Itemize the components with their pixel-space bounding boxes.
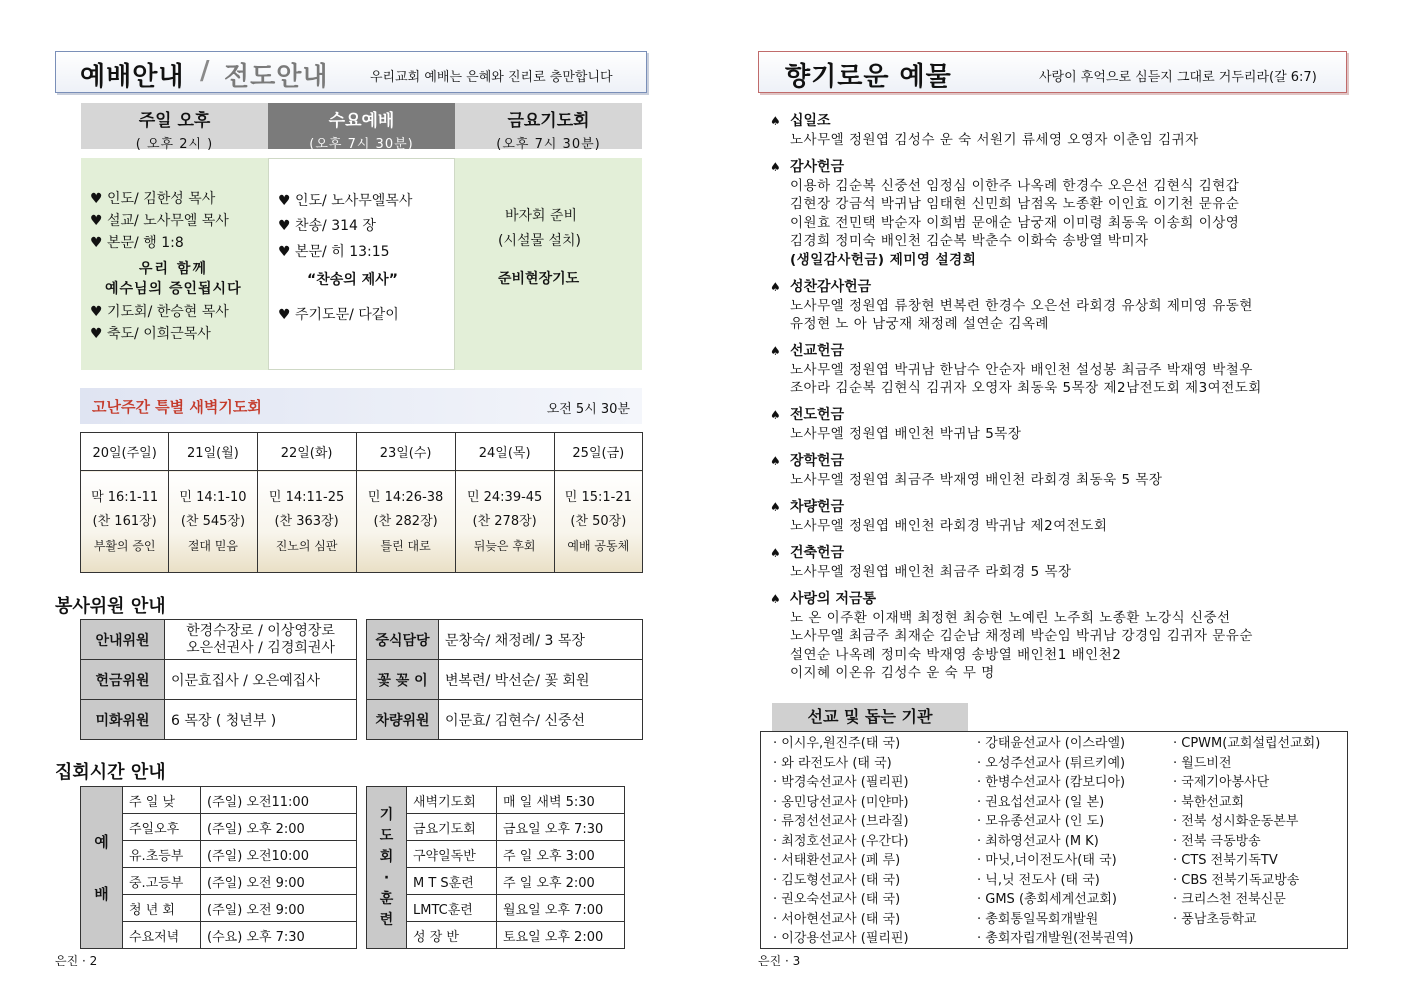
spade-icon: ♠ bbox=[770, 546, 781, 560]
left-header bbox=[55, 51, 647, 93]
org-item: · 국제기아봉사단 bbox=[1173, 775, 1270, 790]
dawn-hymn: (찬 363장) bbox=[274, 513, 339, 529]
offering-title: 십일조 bbox=[790, 113, 831, 129]
meeting-name: LMTC훈련 bbox=[407, 895, 497, 922]
offering-names: 이지혜 이온유 김성수 운 숙 무 명 bbox=[790, 665, 995, 681]
offering-title: 감사헌금 bbox=[790, 159, 845, 175]
prayer-label: 기 도 회 · 훈 련 bbox=[367, 787, 407, 949]
offering-title: 장학헌금 bbox=[790, 453, 845, 469]
offering-names: (생일감사헌금) 제미영 설경희 bbox=[790, 251, 977, 268]
meeting-time: 매 일 새벽 5:30 bbox=[497, 787, 625, 814]
dawn-prayer-table bbox=[80, 432, 643, 573]
spade-icon: ♠ bbox=[770, 592, 781, 606]
offering-names: 노사무엘 정원엽 박귀남 한남수 안순자 배인천 설성봉 최금주 박재영 박철우 bbox=[790, 361, 1253, 378]
mission-orgs-title: 선교 및 돕는 기관 bbox=[772, 703, 968, 731]
dawn-cell bbox=[257, 471, 356, 573]
org-item: · 한병수선교사 (캄보디아) bbox=[977, 775, 1126, 790]
offering-names: 노사무엘 정원엽 배인천 라회경 박귀남 제2여전도회 bbox=[790, 517, 1108, 534]
volunteer-title: 봉사위원 안내 bbox=[55, 596, 166, 617]
offering-group bbox=[770, 278, 1350, 342]
dawn-text: 민 14:26-38 bbox=[367, 489, 444, 505]
volunteer-names: 한경수장로 / 이상영장로 오은선권사 / 김경희권사 bbox=[165, 620, 357, 660]
dawn-cell bbox=[81, 471, 169, 573]
volunteer-role: 안내위원 bbox=[81, 620, 165, 660]
offering-names: 노사무엘 정원엽 최금주 박재영 배인천 라회경 최동욱 5 목장 bbox=[790, 471, 1163, 488]
meeting-time: (주일) 오후 2:00 bbox=[201, 814, 357, 841]
meeting-name: 중.고등부 bbox=[123, 868, 201, 895]
org-item: · 북한선교회 bbox=[1173, 794, 1245, 810]
volunteer-role: 꽃 꽂 이 bbox=[367, 660, 439, 700]
dawn-hymn: (찬 545장) bbox=[180, 513, 246, 529]
offering-title: 사랑의 저금통 bbox=[790, 591, 877, 607]
sunday-line: ♥ 기도회/ 한승현 목사 bbox=[90, 304, 229, 320]
meeting-name: 주일오후 bbox=[123, 814, 201, 841]
service-head-sunday: 주일 오후 ( 오후 2시 ) bbox=[81, 103, 268, 149]
meeting-time: 월요일 오후 7:00 bbox=[497, 895, 625, 922]
header-slash: / bbox=[200, 56, 211, 86]
spade-icon: ♠ bbox=[770, 160, 781, 174]
dawn-theme: 예배 공동체 bbox=[567, 538, 630, 553]
offering-header-title: 향기로운 예물 bbox=[785, 62, 952, 92]
volunteer-table bbox=[80, 619, 643, 740]
offering-names: 김경희 정미숙 배인천 김순복 박춘수 이화숙 송방열 박미자 bbox=[790, 233, 1149, 249]
org-item: · 이시우,원진주(태 국) bbox=[773, 736, 901, 751]
volunteer-names: 변복련/ 박선순/ 꽃 회원 bbox=[439, 660, 643, 700]
service-head-friday: 금요기도회 (오후 7시 30분) bbox=[455, 103, 642, 149]
dawn-cell bbox=[169, 471, 257, 573]
dawn-day: 23일(수) bbox=[356, 433, 455, 471]
wednesday-line: ♥ 찬송/ 314 장 bbox=[278, 218, 376, 234]
dawn-theme: 부활의 증인 bbox=[93, 538, 156, 553]
org-item: · 마닛,너이전도사(태 국) bbox=[977, 853, 1117, 868]
org-item: · CBS 전북기독교방송 bbox=[1173, 872, 1300, 888]
worship-label: 예 배 bbox=[81, 787, 123, 949]
meeting-title: 집회시간 안내 bbox=[55, 762, 166, 783]
dawn-day: 24일(목) bbox=[455, 433, 554, 471]
dawn-text: 막 16:1-11 bbox=[91, 489, 159, 505]
org-item: · 이강용선교사 (필리핀) bbox=[773, 931, 909, 946]
offering-title: 차량헌금 bbox=[790, 499, 845, 515]
meeting-table bbox=[80, 786, 625, 949]
page-number-right: 은진 · 3 bbox=[758, 954, 801, 968]
offering-title: 전도헌금 bbox=[790, 407, 845, 423]
volunteer-role: 헌금위원 bbox=[81, 660, 165, 700]
dawn-cell bbox=[356, 471, 455, 573]
offering-group bbox=[770, 498, 1350, 544]
offering-names: 노사무엘 정원엽 김성수 운 숙 서원기 류세영 오영자 이춘임 김귀자 bbox=[790, 131, 1199, 148]
offering-header-motto: 사랑이 후억으로 심듣지 그대로 거두리라(갈 6:7) bbox=[1039, 70, 1317, 85]
dawn-text: 민 14:1-10 bbox=[179, 489, 247, 505]
spade-icon: ♠ bbox=[770, 500, 781, 514]
meeting-time: (주일) 오전10:00 bbox=[201, 841, 357, 868]
offering-names: 노사무엘 정원엽 배인천 최금주 라회경 5 목장 bbox=[790, 563, 1072, 580]
volunteer-names: 문창숙/ 채정례/ 3 목장 bbox=[439, 620, 643, 660]
org-item: · 와 라전도사 (태 국) bbox=[773, 755, 892, 771]
org-item: · 전북 극동방송 bbox=[1173, 833, 1261, 849]
service-body-sunday bbox=[81, 158, 268, 370]
volunteer-names: 이문효집사 / 오은예집사 bbox=[165, 660, 357, 700]
mission-orgs-box bbox=[760, 731, 1348, 949]
sunday-slogan: 우리 함께 bbox=[139, 261, 208, 277]
wednesday-quote: “찬송의 제사” bbox=[307, 272, 398, 288]
wednesday-line: ♥ 인도/ 노사무엘목사 bbox=[278, 193, 413, 209]
spade-icon: ♠ bbox=[770, 454, 781, 468]
spade-icon: ♠ bbox=[770, 114, 781, 128]
friday-line: 바자회 준비 bbox=[505, 208, 578, 224]
meeting-time: (주일) 오전11:00 bbox=[201, 787, 357, 814]
dawn-text: 민 24:39-45 bbox=[466, 489, 543, 505]
page-number-left: 은진 · 2 bbox=[55, 954, 98, 968]
dawn-text: 민 15:1-21 bbox=[564, 489, 632, 505]
meeting-time: (주일) 오전 9:00 bbox=[201, 868, 357, 895]
org-item: · 닉,닛 전도사 (태 국) bbox=[977, 872, 1100, 888]
offering-group bbox=[770, 112, 1350, 158]
org-item: · 박경숙선교사 (필리핀) bbox=[773, 775, 909, 790]
meeting-time: (수요) 오후 7:30 bbox=[201, 922, 357, 949]
dawn-day: 20일(주일) bbox=[81, 433, 169, 471]
offering-names: 노사무엘 정원엽 배인천 박귀남 5목장 bbox=[790, 425, 1022, 442]
header-motto: 우리교회 예배는 은혜와 진리로 충만합니다 bbox=[370, 70, 613, 85]
spade-icon: ♠ bbox=[770, 280, 781, 294]
offering-group bbox=[770, 406, 1350, 452]
volunteer-role: 미화위원 bbox=[81, 700, 165, 740]
dawn-day: 21일(월) bbox=[169, 433, 257, 471]
orgs-column-2 bbox=[977, 734, 1134, 949]
dawn-hymn: (찬 161장) bbox=[92, 513, 157, 529]
meeting-name: 구약일독반 bbox=[407, 841, 497, 868]
meeting-time: 토요일 오후 2:00 bbox=[497, 922, 625, 949]
offering-names: 노사무엘 정원엽 류창현 변복련 한경수 오은선 라회경 유상희 제미영 유동현 bbox=[790, 297, 1253, 314]
meeting-name: 수요저녁 bbox=[123, 922, 201, 949]
orgs-column-1 bbox=[773, 734, 909, 949]
meeting-time: (주일) 오전 9:00 bbox=[201, 895, 357, 922]
org-item: · CTS 전북기독TV bbox=[1173, 853, 1278, 868]
dawn-prayer-title: 고난주간 특별 새벽기도회 bbox=[92, 398, 262, 416]
meeting-name: M T S훈련 bbox=[407, 868, 497, 895]
dawn-prayer-banner bbox=[80, 388, 642, 424]
dawn-theme: 틀린 대로 bbox=[380, 538, 431, 553]
offering-names: 조아라 김순복 김현식 김귀자 오영자 최동욱 5목장 제2남전도회 제3여전도회 bbox=[790, 380, 1262, 396]
offering-names: 이원효 전민택 박순자 이희범 문애순 남궁재 이미령 최동욱 이송희 이상영 bbox=[790, 214, 1240, 231]
dawn-text: 민 14:11-25 bbox=[268, 489, 345, 505]
dawn-cell bbox=[554, 471, 642, 573]
dawn-hymn: (찬 282장) bbox=[373, 513, 438, 529]
volunteer-names: 이문효/ 김현수/ 신중선 bbox=[439, 700, 643, 740]
dawn-theme: 진노의 심판 bbox=[275, 538, 338, 553]
org-item: · 김도형선교사 (태 국) bbox=[773, 872, 901, 888]
dawn-day: 22일(화) bbox=[257, 433, 356, 471]
org-item: · 옹민당선교사 (미얀마) bbox=[773, 794, 909, 810]
wednesday-line: ♥ 주기도문/ 다같이 bbox=[278, 307, 399, 323]
offering-names: 유정현 노 아 남궁재 채정례 설연순 김옥례 bbox=[790, 316, 1049, 332]
meeting-time: 주 일 오후 3:00 bbox=[497, 841, 625, 868]
offering-title: 성찬감사헌금 bbox=[790, 279, 872, 295]
offering-group bbox=[770, 342, 1350, 406]
meeting-name: 유.초등부 bbox=[123, 841, 201, 868]
dawn-hymn: (찬 278장) bbox=[472, 513, 537, 529]
volunteer-role: 차량위원 bbox=[367, 700, 439, 740]
org-item: · 권요섭선교사 (일 본) bbox=[977, 794, 1105, 810]
right-header bbox=[758, 51, 1347, 93]
offering-group bbox=[770, 590, 1350, 686]
org-item: · 전북 성시화운동본부 bbox=[1173, 814, 1299, 829]
header-title-evangelism: 전도안내 bbox=[224, 62, 329, 92]
org-item: · CPWM(교회설립선교회) bbox=[1173, 736, 1321, 751]
meeting-name: 금요기도회 bbox=[407, 814, 497, 841]
org-item: · 권오숙선교사 (태 국) bbox=[773, 892, 901, 907]
meeting-name: 성 장 반 bbox=[407, 922, 497, 949]
dawn-prayer-time: 오전 5시 30분 bbox=[546, 402, 630, 417]
dawn-cell bbox=[455, 471, 554, 573]
offering-names: 노사무엘 최금주 최재순 김순남 채정례 박순임 박귀남 강경임 김귀자 문유순 bbox=[790, 628, 1253, 644]
org-item: · 류정선선교사 (브라질) bbox=[773, 814, 909, 829]
friday-prayer: 준비현장기도 bbox=[498, 271, 580, 287]
meeting-name: 청 년 회 bbox=[123, 895, 201, 922]
org-item: · 모유종선교사 (인 도) bbox=[977, 814, 1105, 829]
offering-group bbox=[770, 544, 1350, 590]
sunday-line: ♥ 본문/ 행 1:8 bbox=[90, 235, 184, 251]
meeting-name: 새벽기도회 bbox=[407, 787, 497, 814]
header-title-worship: 예배안내 bbox=[80, 62, 185, 92]
offering-group bbox=[770, 452, 1350, 498]
dawn-theme: 절대 믿음 bbox=[187, 538, 239, 553]
service-head-wednesday: 수요예배 (오후 7시 30분) bbox=[268, 103, 455, 149]
org-item: · 월드비전 bbox=[1173, 755, 1232, 771]
org-item: · 최하영선교사 (M K) bbox=[977, 833, 1099, 849]
meeting-name: 주 일 낮 bbox=[123, 787, 201, 814]
org-item: · 최정호선교사 (우간다) bbox=[773, 833, 909, 849]
sunday-slogan: 예수님의 증인됩시다 bbox=[105, 281, 242, 297]
volunteer-role: 중식담당 bbox=[367, 620, 439, 660]
service-body-friday bbox=[455, 158, 642, 370]
dawn-day: 25일(금) bbox=[554, 433, 642, 471]
offering-names: 이용하 김순복 신중선 임정심 이한주 나옥례 한경수 오은선 김현식 김현갑 bbox=[790, 177, 1240, 194]
meeting-time: 금요일 오후 7:30 bbox=[497, 814, 625, 841]
offering-title: 건축헌금 bbox=[790, 545, 845, 561]
offering-list bbox=[770, 112, 1350, 686]
wednesday-line: ♥ 본문/ 히 13:15 bbox=[278, 244, 390, 260]
org-item: · 오성주선교사 (튀르키예) bbox=[977, 755, 1126, 771]
sunday-line: ♥ 축도/ 이희근목사 bbox=[90, 326, 211, 342]
sunday-line: ♥ 인도/ 김한성 목사 bbox=[90, 191, 216, 207]
spade-icon: ♠ bbox=[770, 344, 781, 358]
org-item: · GMS (총회세계선교회) bbox=[977, 892, 1117, 907]
org-item: · 서태환선교사 (페 루) bbox=[773, 853, 901, 868]
dawn-hymn: (찬 50장) bbox=[570, 513, 627, 529]
offering-names: 김현장 강금석 박귀남 임태현 신민희 남점옥 노종환 이인효 이기천 문유순 bbox=[790, 196, 1240, 212]
offering-group bbox=[770, 158, 1350, 278]
friday-line: (시설물 설치) bbox=[498, 233, 581, 249]
org-item: · 총회통일목회개발원 bbox=[977, 911, 1099, 927]
org-item: · 크리스천 전북신문 bbox=[1173, 892, 1286, 907]
spade-icon: ♠ bbox=[770, 408, 781, 422]
dawn-theme: 뒤늦은 후회 bbox=[473, 538, 536, 553]
orgs-column-3 bbox=[1173, 734, 1320, 929]
offering-names: 설연순 나옥례 정미숙 박재영 송방열 배인천1 배인천2 bbox=[790, 646, 1122, 663]
org-item: · 서아현선교사 (태 국) bbox=[773, 911, 901, 927]
volunteer-names: 6 목장 ( 청년부 ) bbox=[165, 700, 357, 740]
service-body-wednesday bbox=[268, 158, 455, 370]
org-item: · 강태윤선교사 (이스라엘) bbox=[977, 736, 1126, 751]
meeting-time: 주 일 오후 2:00 bbox=[497, 868, 625, 895]
sunday-line: ♥ 설교/ 노사무엘 목사 bbox=[90, 213, 229, 229]
org-item: · 총회자립개발원(전북권역) bbox=[977, 931, 1134, 946]
offering-title: 선교헌금 bbox=[790, 343, 845, 359]
org-item: · 풍남초등학교 bbox=[1173, 911, 1257, 927]
offering-names: 노 온 이주환 이재백 최정현 최승현 노예린 노주희 노종환 노강식 신중선 bbox=[790, 609, 1231, 626]
